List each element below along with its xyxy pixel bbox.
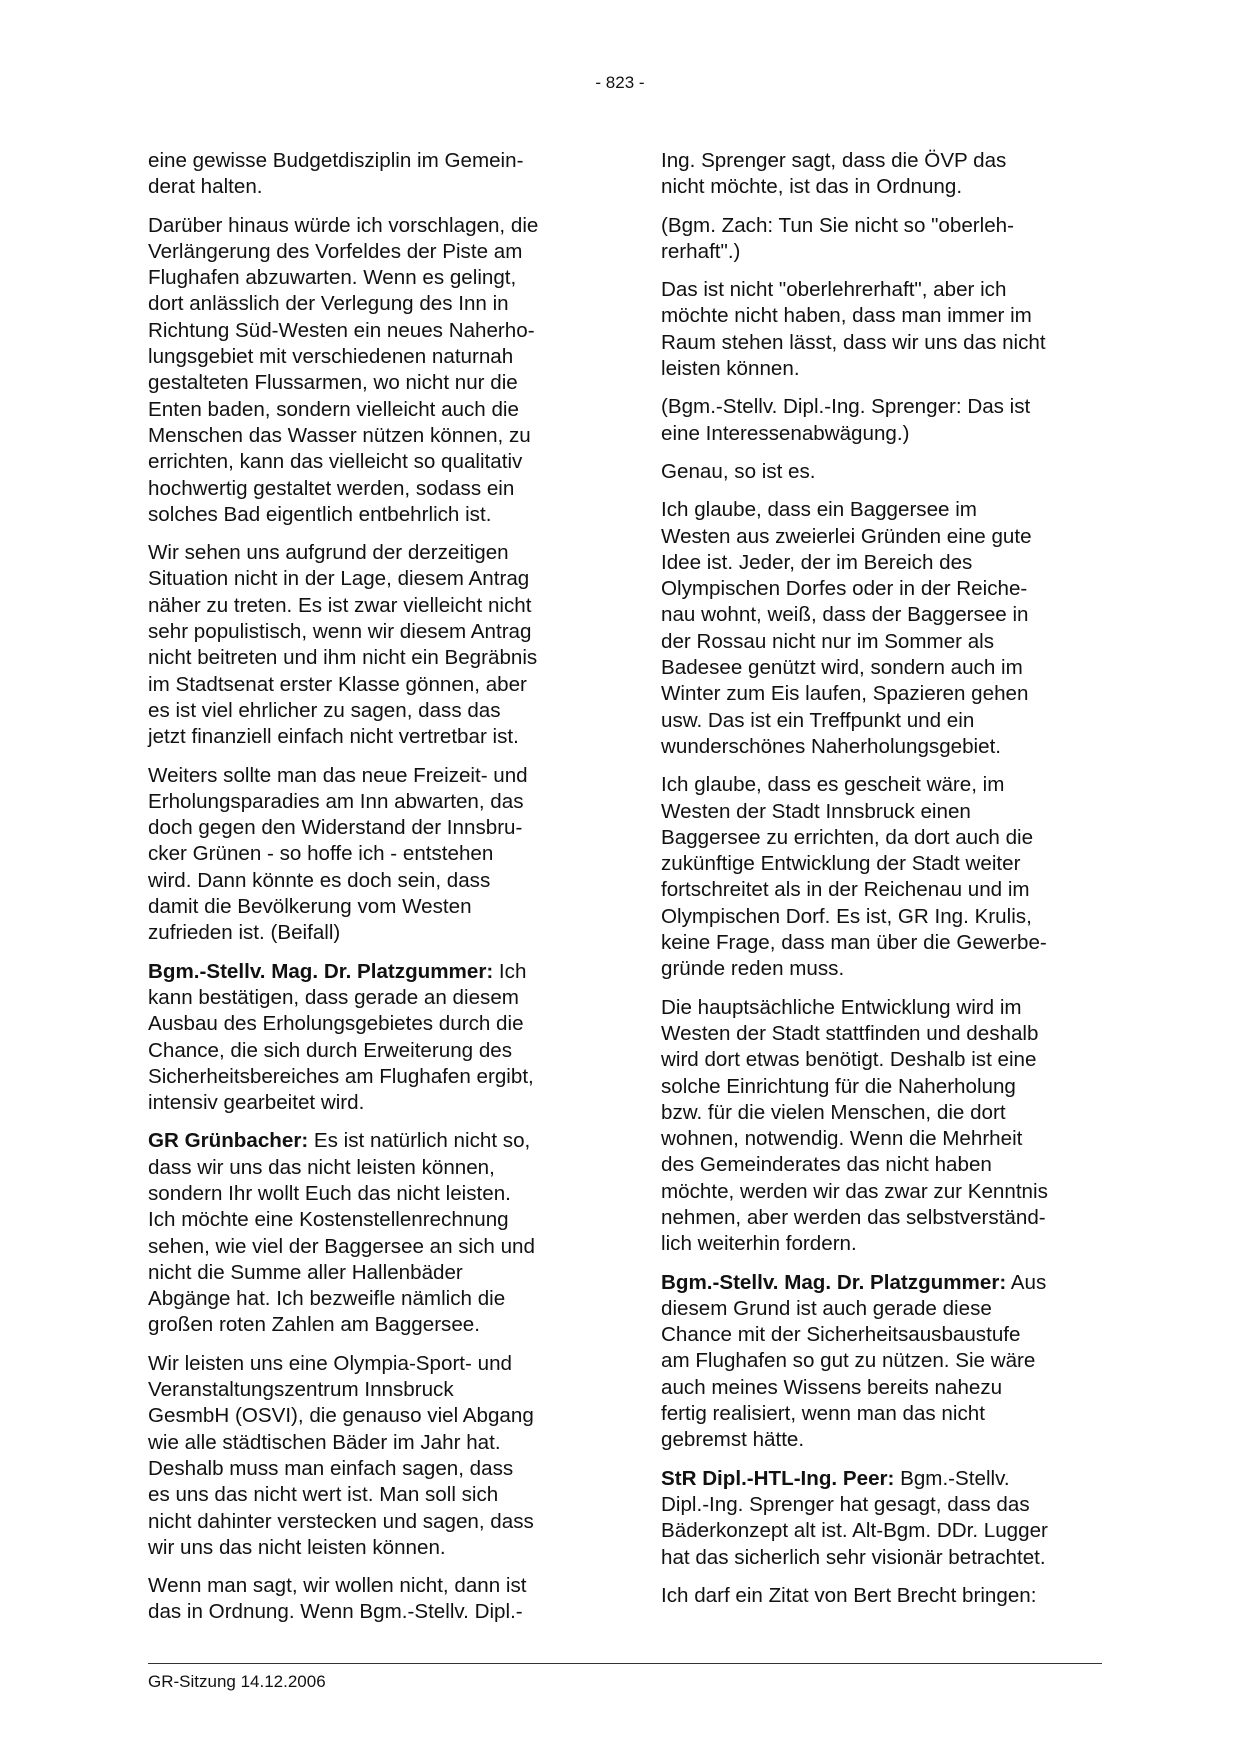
speech-text: Bgm.-Stellv. Dipl.-Ing. Sprenger hat gesagt, dass das Bäderkonzept alt ist. Alt-Bgm. DDr. Lugger hat das sicherlich sehr visionär betrachtet. [661, 1466, 1048, 1569]
paragraph: Wenn man sagt, wir wollen nicht, dann ist das in Ordnung. Wenn Bgm.-Stellv. Dipl.- [148, 1574, 527, 1624]
paragraph: Wir leisten uns eine Olympia-Sport- und Veranstaltungszentrum Innsbruck GesmbH (OSVI), die genauso viel Abgang wie alle städtischen Bäder im Jahr hat. Deshalb muss man einfach sagen, dass es uns das nicht wert ist. Man soll sich nicht dahinter verstecken und sagen, dass wir uns das nicht leisten können. [148, 1351, 534, 1559]
speech-paragraph [148, 1128, 593, 1338]
paragraph: Die hauptsächliche Entwicklung wird im Westen der Stadt stattfinden und deshalb wird dort etwas benötigt. Deshalb ist eine solche Einrichtung für die Naherholung bzw. für die vielen Menschen, die dort wohnen, notwendig. Wenn die Mehrheit des Gemeinderates das nicht haben möchte, werden wir das zwar zur Kenntnis nehmen, aber werden das selbstverständ- lich weiterhin fordern. [661, 995, 1048, 1256]
page-number: - 823 - [595, 73, 645, 92]
speaker-name: GR Grünbacher: [148, 1129, 309, 1153]
speaker-name: Bgm.-Stellv. Mag. Dr. Platzgummer: [661, 1270, 1007, 1294]
left-column [148, 148, 593, 1638]
paragraph: Das ist nicht "oberlehrerhaft", aber ich möchte nicht haben, dass man immer im Raum stehen lässt, dass wir uns das nicht leisten können. [661, 278, 1046, 381]
speaker-name: Bgm.-Stellv. Mag. Dr. Platzgummer: [148, 959, 494, 983]
paragraph: Weiters sollte man das neue Freizeit- und Erholungsparadies am Inn abwarten, das doch gegen den Widerstand der Innsbru- cker Grünen - so hoffe ich - entstehen wird. Dann könnte es doch sein, dass damit die Bevölkerung vom Westen zufrieden ist. (Beifall) [148, 763, 528, 945]
paragraph: Genau, so ist es. [661, 459, 816, 483]
speech-paragraph [661, 1270, 1106, 1454]
speech-paragraph [148, 959, 593, 1117]
footer-divider [148, 1663, 1102, 1664]
interjection: (Bgm.-Stellv. Dipl.-Ing. Sprenger: Das ist eine Interessenabwägung.) [661, 395, 1031, 445]
paragraph: Darüber hinaus würde ich vorschlagen, die Verlängerung des Vorfeldes der Piste am Flughafen abzuwarten. Wenn es gelingt, dort anlässlich der Verlegung des Inn in Richtung Süd-Westen ein neues Naherho- lungsgebiet mit verschiedenen naturnah gestalteten Flussarmen, wo nicht nur die Enten baden, sondern vielleicht auch die Menschen das Wasser nützen können, zu errichten, kann das vielleicht so qualitativ hochwertig gestaltet werden, sodass ein solches Bad eigentlich entbehrlich ist. [148, 213, 539, 526]
paragraph: Ich glaube, dass ein Baggersee im Westen aus zweierlei Gründen eine gute Idee ist. Jeder, der im Bereich des Olympischen Dorfes oder in der Reiche- nau wohnt, weiß, dass der Baggersee in der Rossau nicht nur im Sommer als Badesee genützt wird, sondern auch im Winter zum Eis laufen, Spazieren gehen usw. Das ist ein Treffpunkt und ein wunderschönes Naherholungsgebiet. [661, 498, 1032, 758]
interjection: (Bgm. Zach: Tun Sie nicht so "oberleh- rerhaft".) [661, 213, 1014, 263]
paragraph: eine gewisse Budgetdisziplin im Gemein- derat halten. [148, 149, 524, 199]
paragraph: Ing. Sprenger sagt, dass die ÖVP das nicht möchte, ist das in Ordnung. [661, 149, 1007, 199]
speech-text: Aus diesem Grund ist auch gerade diese Chance mit der Sicherheitsausbaustufe am Flughafen so gut zu nützen. Sie wäre auch meines Wissens bereits nahezu fertig realisiert, wenn man das nicht gebremst hätte. [661, 1270, 1047, 1452]
speech-text: Es ist natürlich nicht so, dass wir uns das nicht leisten können, sondern Ihr wollt Euch das nicht leisten. Ich möchte eine Kostenstellenrechnung sehen, wie viel der Baggersee an sich und nicht die Summe aller Hallenbäder Abgänge hat. Ich bezweifle nämlich die großen roten Zahlen am Baggersee. [148, 1129, 535, 1337]
speaker-name: StR Dipl.-HTL-Ing. Peer: [661, 1466, 895, 1490]
speech-text: Ich kann bestätigen, dass gerade an diesem Ausbau des Erholungsgebietes durch die Chance, die sich durch Erweiterung des Sicherheitsbereiches am Flughafen ergibt, intensiv gearbeitet wird. [148, 959, 534, 1115]
paragraph: Ich darf ein Zitat von Bert Brecht bringen: [661, 1583, 1037, 1607]
paragraph: Wir sehen uns aufgrund der derzeitigen Situation nicht in der Lage, diesem Antrag näher zu treten. Es ist zwar vielleicht nicht sehr populistisch, wenn wir diesem Antrag nicht beitreten und ihm nicht ein Begräbnis im Stadtsenat erster Klasse gönnen, aber es ist viel ehrlicher zu sagen, dass das jetzt finanziell einfach nicht vertretbar ist. [148, 541, 538, 749]
footer-session-date: GR-Sitzung 14.12.2006 [148, 1672, 326, 1691]
speech-paragraph [661, 1466, 1106, 1571]
paragraph: Ich glaube, dass es gescheit wäre, im Westen der Stadt Innsbruck einen Baggersee zu errichten, da dort auch die zukünftige Entwicklung der Stadt weiter fortschreitet als in der Reichenau und im Olympischen Dorf. Es ist, GR Ing. Krulis, keine Frage, dass man über die Gewerbe- gründe reden muss. [661, 773, 1047, 981]
right-column [661, 148, 1106, 1621]
